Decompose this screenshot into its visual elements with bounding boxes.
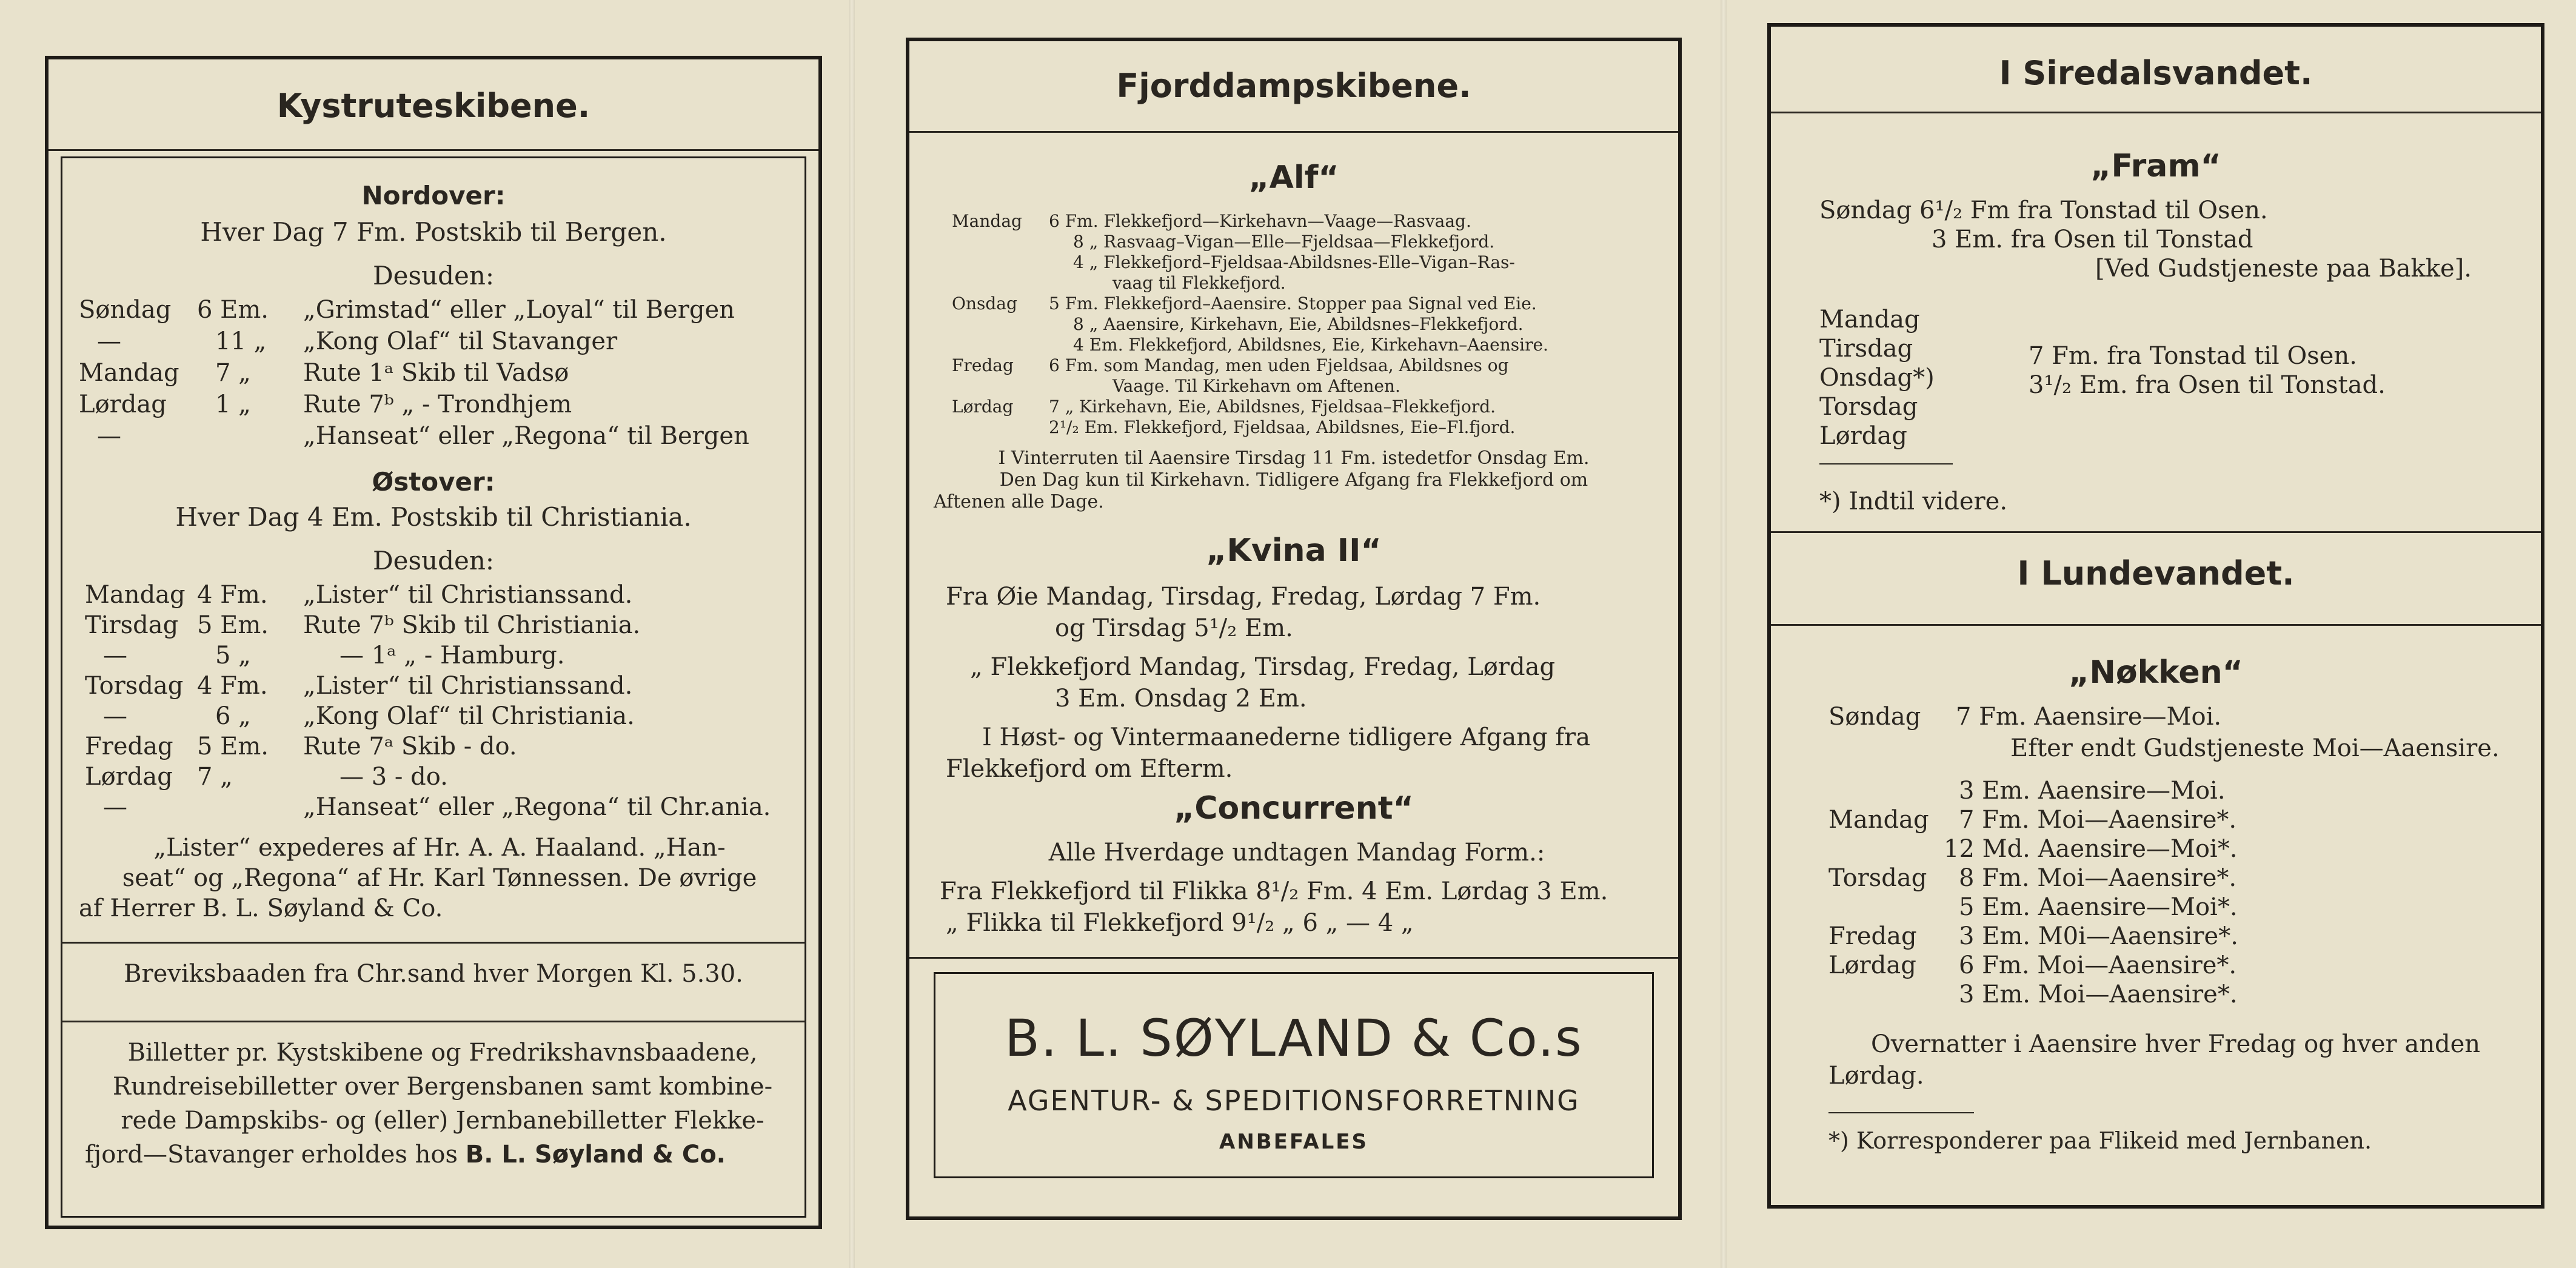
list-item: 3 Em. Aaensire—Moi. bbox=[1959, 777, 2226, 805]
ostover-daily: Hver Dag 4 Em. Postskib til Christiania. bbox=[175, 502, 692, 532]
fram-footnote: *) Indtil videre. bbox=[1819, 488, 2008, 515]
left-panel-box: Kystruteskibene. Nordover: Hver Dag 7 Fm. Postskib til Bergen. Desuden: Søndag 6 Em. „Grimstad“ eller „Loyal“ til Bergen — 11 „ „Kong Olaf“ til Stavanger Mandag 7 „ Rute 1ᵃ Skib til Vadsø Lørdag 1 „ Rute 7ᵇ „ - Trondhjem — „Hanseat“ eller „Regona“ til Bergen Østover: Hver Dag 4 Em. Postskib til Christiania. Desuden: Mandag 4 Fm. „Lister“ til Christianssand. Tirsdag 5 Em. Rute 7ᵇ Skib til Christiania. — 5 „ — 1ᵃ „ - Hamburg. Torsdag 4 Fm. „Lister“ til Christianssand. — 6 „ „Kong Olaf“ til Christiania. Fredag 5 Em. Rute 7ᵃ Skib - do. Lørdag 7 „ — 3 - do. — „Hanseat“ eller „Regona“ til Chr.ania. „Lister“ expederes af Hr. A. A. Haaland. „Han- seat“ og „Regona“ af Hr. Karl Tønnessen. De øvrige af Herrer B. L. Søyland & Co. Breviksbaaden fra Chr.sand hver Morgen Kl. 5.30. Billetter pr. Kystskibene og Fredrikshavnsbaadene, Rundreisebilletter over Bergensbanen samt kombine- rede Dampskibs- og (eller) Jernbanebilletter Flekke- fjord—Stavanger erholdes hos B. L. Søyland & Co. bbox=[45, 56, 822, 1229]
list-item: Vaage. Til Kirkehavn om Aftenen. bbox=[1112, 376, 1400, 396]
list-item: Mandag 6 Fm. Flekkefjord—Kirkehavn—Vaage—Rasvaag. bbox=[952, 211, 1471, 231]
ad-line2: AGENTUR- & SPEDITIONSFORRETNING bbox=[1008, 1084, 1580, 1117]
middle-panel-box: Fjorddampskibene. „Alf“ Mandag 6 Fm. Flekkefjord—Kirkehavn—Vaage—Rasvaag. 8 „ Rasvaag–Vigan—Elle—Fjeldsaa—Flekkefjord. 4 „ Flekkefjord–Fjeldsaa-Abildsnes-Elle–Vigan–Ras- vaag til Flekkefjord. Onsdag 5 Fm. Flekkefjord–Aaensire. Stopper paa Signal ved Eie. 8 „ Aaensire, Kirkehavn, Eie, Abildsnes–Flekkefjord. 4 Em. Flekkefjord, Abildsnes, Eie, Kirkehavn–Aaensire. Fredag 6 Fm. som Mandag, men uden Fjeldsaa, Abildsnes og Vaage. Til Kirkehavn om Aftenen. Lørdag 7 „ Kirkehavn, Eie, Abildsnes, Fjeldsaa–Flekkefjord. 2¹/₂ Em. Flekkefjord, Fjeldsaa, Abildsnes, Eie–Fl.fjord. I Vinterruten til Aaensire Tirsdag 11 Fm. istedetfor Onsdag Em. Den Dag kun til Kirkehavn. Tidligere Afgang fra Flekkefjord om Aftenen alle Dage. „Kvina II“ Fra Øie Mandag, Tirsdag, Fredag, Lørdag 7 Fm. og Tirsdag 5¹/₂ Em. „ Flekkefjord Mandag, Tirsdag, Fredag, Lørdag 3 Em. Onsdag 2 Em. I Høst- og Vintermaanederne tidligere Afgang fra Flekkefjord om Efterm. „Concurrent“ Alle Hverdage undtagen Mandag Form.: Fra Flekkefjord til Flikka 8¹/₂ Fm. 4 Em. Lørdag 3 Em. „ Flikka til Flekkefjord 9¹/₂ „ 6 „ — 4 „ B. L. SØYLAND & Co.s AGENTUR- & SPEDITIONSFORRETNING ANBEFALES bbox=[906, 38, 1682, 1220]
list-item: — 11 „ „Kong Olaf“ til Stavanger bbox=[97, 327, 618, 355]
breviks-note: Breviksbaaden fra Chr.sand hver Morgen Kl. 5.30. bbox=[124, 960, 743, 988]
list-item: Mandag 7 „ Rute 1ᵃ Skib til Vadsø bbox=[79, 359, 569, 387]
list-item: Lørdag 1 „ Rute 7ᵇ „ - Trondhjem bbox=[79, 391, 572, 418]
right-panel-box: I Siredalsvandet. „Fram“ Søndag 6¹/₂ Fm fra Tonstad til Osen. 3 Em. fra Osen til Tonstad [Ved Gudstjeneste paa Bakke]. Mandag Tirsdag Onsdag*) Torsdag Lørdag 7 Fm. fra Tonstad til Osen. 3¹/₂ Em. fra Osen til Tonstad. *) Indtil videre. I Lundevandet. „Nøkken“ Søndag 7 Fm. Aaensire—Moi. Efter endt Gudstjeneste Moi—Aaensire. 3 Em. Aaensire—Moi. Mandag 7 Fm. Moi—Aaensire*. 12 Md. Aaensire—Moi*. Torsdag 8 Fm. Moi—Aaensire*. 5 Em. Aaensire—Moi*. Fredag 3 Em. M0i—Aaensire*. Lørdag 6 Fm. Moi—Aaensire*. 3 Em. Moi—Aaensire*. Overnatter i Aaensire hver Fredag og hver anden Lørdag. *) Korresponderer paa Flikeid med Jernbanen. bbox=[1767, 23, 2544, 1209]
list-item: Søndag 6 Em. „Grimstad“ eller „Loyal“ til Bergen bbox=[79, 296, 735, 324]
nordover-heading: Nordover: bbox=[361, 181, 506, 210]
ostover-desuden: Desuden: bbox=[372, 546, 495, 575]
list-item: Torsdag 8 Fm. Moi—Aaensire*. bbox=[1828, 864, 2237, 892]
list-item: 3 Em. Moi—Aaensire*. bbox=[1959, 981, 2238, 1008]
list-item: — 6 „ „Kong Olaf“ til Christiania. bbox=[103, 702, 635, 730]
list-item: 2¹/₂ Em. Flekkefjord, Fjeldsaa, Abildsnes, Eie–Fl.fjord. bbox=[1049, 417, 1516, 437]
nordover-desuden: Desuden: bbox=[372, 261, 495, 290]
list-item: Fredag 3 Em. M0i—Aaensire*. bbox=[1828, 922, 2238, 950]
list-item: 12 Md. Aaensire—Moi*. bbox=[1944, 835, 2238, 863]
left-rule-2 bbox=[61, 1021, 806, 1022]
kvina-heading: „Kvina II“ bbox=[1206, 532, 1382, 569]
sired-title: I Siredalsvandet. bbox=[1999, 54, 2313, 92]
left-title: Kystruteskibene. bbox=[276, 87, 590, 125]
nokken-heading: „Nøkken“ bbox=[2069, 654, 2243, 691]
list-item: Tirsdag 5 Em. Rute 7ᵇ Skib til Christiania. bbox=[85, 611, 641, 639]
left-rule-1 bbox=[61, 942, 806, 944]
alf-heading: „Alf“ bbox=[1248, 159, 1339, 196]
list-item: Fredag 5 Em. Rute 7ᵃ Skib - do. bbox=[85, 733, 517, 760]
list-item: 8 „ Aaensire, Kirkehavn, Eie, Abildsnes–Flekkefjord. bbox=[1073, 314, 1524, 334]
list-item: Lørdag 6 Fm. Moi—Aaensire*. bbox=[1828, 951, 2237, 979]
list-item: — 5 „ — 1ᵃ „ - Hamburg. bbox=[103, 642, 565, 669]
ostover-heading: Østover: bbox=[372, 467, 495, 497]
list-item: Lørdag 7 „ — 3 - do. bbox=[85, 763, 448, 791]
nokken-footnote: *) Korresponderer paa Flikeid med Jernbanen. bbox=[1828, 1127, 2372, 1154]
middle-title: Fjorddampskibene. bbox=[1116, 67, 1471, 105]
fram-heading: „Fram“ bbox=[2090, 148, 2221, 184]
list-item: — „Hanseat“ eller „Regona“ til Chr.ania. bbox=[103, 793, 771, 821]
sired-title-rule bbox=[1771, 112, 2541, 113]
list-item: Efter endt Gudstjeneste Moi—Aaensire. bbox=[2010, 734, 2500, 762]
ad-line3: ANBEFALES bbox=[1219, 1130, 1368, 1154]
middle-title-rule bbox=[909, 131, 1678, 133]
list-item: Onsdag 5 Fm. Flekkefjord–Aaensire. Stopper paa Signal ved Eie. bbox=[952, 294, 1537, 314]
list-item: Lørdag 7 „ Kirkehavn, Eie, Abildsnes, Fjeldsaa–Flekkefjord. bbox=[952, 397, 1496, 417]
concurrent-heading: „Concurrent“ bbox=[1174, 790, 1414, 827]
list-item: Søndag 7 Fm. Aaensire—Moi. bbox=[1828, 703, 2222, 731]
nordover-daily: Hver Dag 7 Fm. Postskib til Bergen. bbox=[200, 217, 667, 247]
list-item: Mandag 4 Fm. „Lister“ til Christianssand. bbox=[85, 581, 633, 609]
nokken-footnote-rule bbox=[1828, 1112, 1974, 1113]
list-item: Mandag 7 Fm. Moi—Aaensire*. bbox=[1828, 806, 2237, 834]
lunde-top-rule bbox=[1771, 531, 2541, 533]
list-item: 5 Em. Aaensire—Moi*. bbox=[1959, 893, 2238, 921]
lunde-title: I Lundevandet. bbox=[2017, 554, 2295, 592]
middle-ad-rule bbox=[909, 957, 1678, 959]
ad-company: B. L. SØYLAND & Co.s bbox=[1005, 1008, 1583, 1068]
billetter-company: B. L. Søyland & Co. bbox=[465, 1141, 726, 1169]
list-item: Torsdag 4 Fm. „Lister“ til Christianssand. bbox=[85, 672, 633, 700]
list-item: vaag til Flekkefjord. bbox=[1112, 273, 1286, 293]
left-title-rule bbox=[49, 149, 818, 151]
list-item: — „Hanseat“ eller „Regona“ til Bergen bbox=[97, 422, 749, 450]
lunde-title-rule bbox=[1771, 624, 2541, 626]
list-item: 8 „ Rasvaag–Vigan—Elle—Fjeldsaa—Flekkefjord. bbox=[1073, 232, 1495, 252]
list-item: 4 Em. Flekkefjord, Abildsnes, Eie, Kirkehavn–Aaensire. bbox=[1073, 335, 1548, 355]
list-item: 4 „ Flekkefjord–Fjeldsaa-Abildsnes-Elle–Vigan–Ras- bbox=[1073, 252, 1515, 272]
list-item: Fredag 6 Fm. som Mandag, men uden Fjeldsaa, Abildsnes og bbox=[952, 355, 1509, 375]
